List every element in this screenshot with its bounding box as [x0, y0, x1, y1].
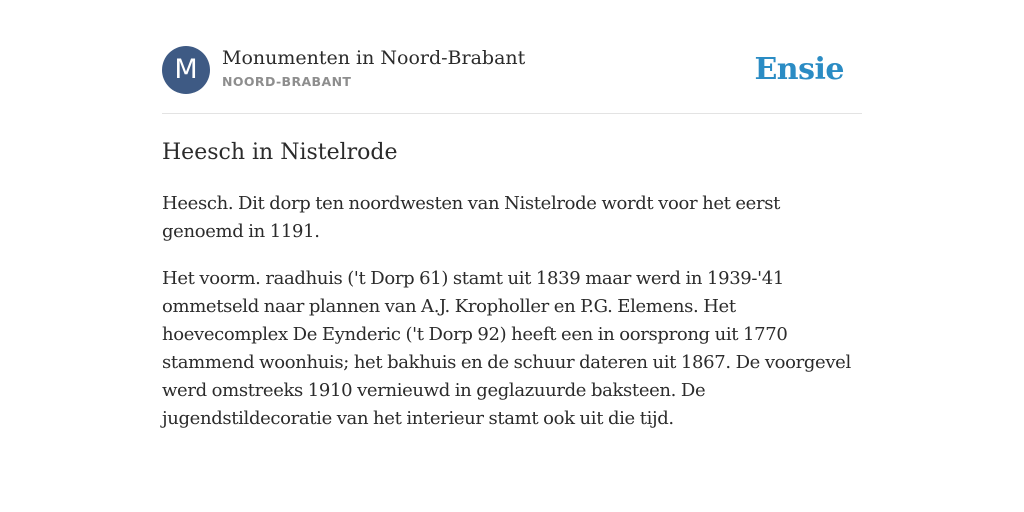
header-divider	[162, 113, 862, 114]
source-header	[162, 46, 862, 96]
avatar[interactable]: M	[162, 46, 210, 94]
source-title[interactable]: Monumenten in Noord-Brabant	[222, 47, 526, 69]
article-card	[162, 0, 862, 512]
ensie-logo[interactable]: Ensie	[754, 52, 844, 87]
article-title: Heesch in Nistelrode	[162, 140, 398, 165]
source-subtitle[interactable]: NOORD-BRABANT	[222, 74, 352, 89]
article-paragraph-1: Heesch. Dit dorp ten noordwesten van Nistelrode wordt voor het eerst genoemd in 1191.	[162, 193, 781, 242]
article-paragraph-2: Het voorm. raadhuis ('t Dorp 61) stamt uit 1839 maar werd in 1939-'41 ommetseld naar plannen van A.J. Kropholler en P.G. Elemens. Het hoevecomplex De Eynderic ('t Dorp 92) heeft een in oorsprong uit 1770 stammend woonhuis; het bakhuis en de schuur dateren uit 1867. De voorgevel werd omstreeks 1910 vernieuwd in geglazuurde baksteen. De jugendstildecoratie van het interieur stamt ook uit die tijd.	[162, 268, 851, 429]
